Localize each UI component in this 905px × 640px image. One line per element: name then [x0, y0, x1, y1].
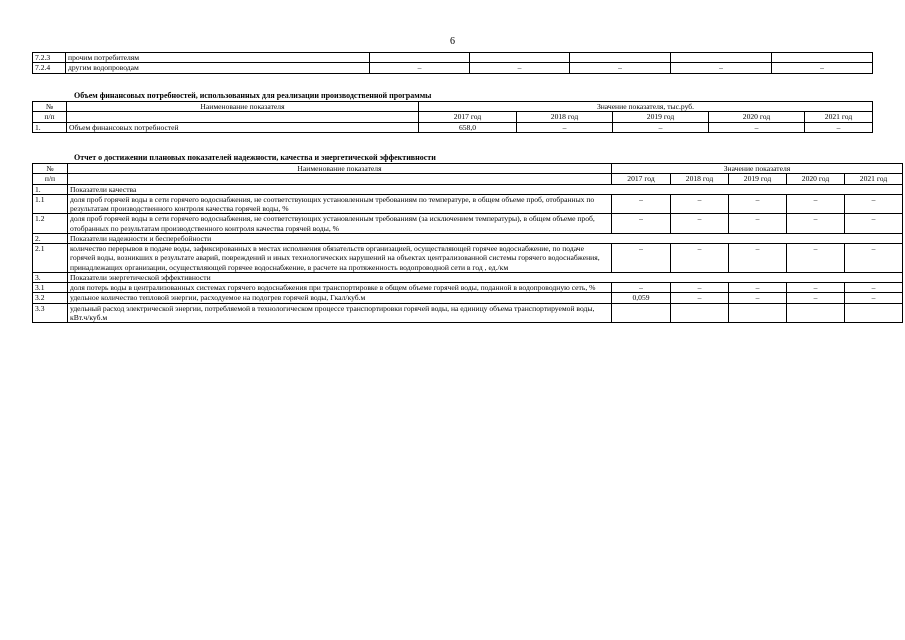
- year-header: 2018 год: [671, 174, 729, 184]
- section-heading-row: [33, 272, 903, 282]
- value-cell: [570, 53, 671, 63]
- section-heading-row: [33, 233, 903, 243]
- value-cell: –: [729, 293, 787, 303]
- table-row: [33, 63, 873, 73]
- row-number: 3.2: [33, 293, 68, 303]
- row-heading: Показатели надежности и бесперебойности: [68, 233, 903, 243]
- value-cell: –: [613, 122, 709, 132]
- financial-section-title: Объем финансовых потребностей, использованных для реализации производственной программы: [74, 91, 432, 100]
- value-cell: [845, 303, 903, 323]
- table-row: [33, 293, 903, 303]
- col-num2-header: п/п: [33, 174, 68, 184]
- value-cell: –: [612, 283, 671, 293]
- value-cell: –: [729, 244, 787, 273]
- value-cell: –: [709, 122, 805, 132]
- col-name-header: Наименование показателя: [68, 164, 612, 174]
- value-cell: –: [612, 214, 671, 234]
- year-header: 2018 год: [517, 112, 613, 122]
- row-label: другим водопроводам: [66, 63, 370, 73]
- row-number: 3.1: [33, 283, 68, 293]
- value-cell: –: [570, 63, 671, 73]
- year-header: 2020 год: [787, 174, 845, 184]
- row-label: доля проб горячей воды в сети горячего водоснабжения, не соответствующих установленным требованиям (за исключением температуры), в общем объеме проб, отобранных по результатам производственного контроля качества горячей воды, %: [68, 214, 612, 234]
- empty-header-cell: [68, 174, 612, 184]
- value-cell: [671, 303, 729, 323]
- col-name-header: Наименование показателя: [67, 102, 419, 112]
- value-cell: –: [729, 214, 787, 234]
- col-num-header: №: [33, 164, 68, 174]
- year-header: 2021 год: [845, 174, 903, 184]
- row-heading: Показатели энергетической эффективности: [68, 272, 903, 282]
- value-cell: –: [671, 293, 729, 303]
- value-cell: –: [671, 63, 772, 73]
- value-cell: [612, 303, 671, 323]
- row-number: 1.1: [33, 194, 68, 214]
- report-table: [32, 163, 903, 323]
- table-row: [33, 303, 903, 323]
- col-value-header: Значение показателя, тыс.руб.: [419, 102, 873, 112]
- col-num2-header: п/п: [33, 112, 67, 122]
- value-cell: –: [787, 214, 845, 234]
- row-number: 7.2.4: [33, 63, 66, 73]
- value-cell: –: [787, 194, 845, 214]
- year-header: 2017 год: [612, 174, 671, 184]
- row-number: 3.3: [33, 303, 68, 323]
- row-label: Объем финансовых потребностей: [67, 122, 419, 132]
- row-number: 1.: [33, 184, 68, 194]
- table-row: [33, 283, 903, 293]
- table-row: [33, 194, 903, 214]
- row-label: удельное количество тепловой энергии, расходуемое на подогрев горячей воды, Гкал/куб.м: [68, 293, 612, 303]
- value-cell: [787, 303, 845, 323]
- value-cell: –: [845, 293, 903, 303]
- year-header: 2019 год: [613, 112, 709, 122]
- value-cell: –: [845, 244, 903, 273]
- table-row: [33, 53, 873, 63]
- row-label: доля потерь воды в централизованных системах горячего водоснабжения при транспортировке в общем объеме горячей воды, поданной в водопроводную сеть, %: [68, 283, 612, 293]
- section-heading-row: [33, 184, 903, 194]
- year-header: 2019 год: [729, 174, 787, 184]
- financial-table: [32, 101, 873, 133]
- table-row: [33, 122, 873, 132]
- value-cell: [772, 53, 873, 63]
- row-number: 2.: [33, 233, 68, 243]
- value-cell: –: [671, 194, 729, 214]
- row-heading: Показатели качества: [68, 184, 903, 194]
- col-value-header: Значение показателя: [612, 164, 903, 174]
- table-row: [33, 244, 903, 273]
- value-cell: [470, 53, 570, 63]
- value-cell: [729, 303, 787, 323]
- value-cell: 658,0: [419, 122, 517, 132]
- report-section-title: Отчет о достижении плановых показателей надежности, качества и энергетической эффективности: [74, 153, 436, 162]
- col-num-header: №: [33, 102, 67, 112]
- value-cell: –: [470, 63, 570, 73]
- page-number: 6: [450, 36, 455, 47]
- value-cell: –: [787, 283, 845, 293]
- row-label: доля проб горячей воды в сети горячего водоснабжения, не соответствующих установленным требованиям по температуре, в общем объеме проб, отобранных по результатам производственного контроля качества горячей воды, %: [68, 194, 612, 214]
- row-label: количество перерывов в подаче воды, зафиксированных в местах исполнения обязательств организацией, осуществляющей горячее водоснабжение, по подаче горячей воды, возникших в результате аварий, повреждений и иных технологических нарушений на объектах централизованной системы горячего водоснабжения, принадлежащих организации, осуществляющей горячее водоснабжение, в расчете на протяженность водопроводной сети в год , ед./км: [68, 244, 612, 273]
- row-number: 7.2.3: [33, 53, 66, 63]
- value-cell: –: [845, 214, 903, 234]
- row-label: прочим потребителям: [66, 53, 370, 63]
- value-cell: [370, 53, 470, 63]
- row-number: 3.: [33, 272, 68, 282]
- value-cell: –: [671, 283, 729, 293]
- value-cell: –: [671, 214, 729, 234]
- value-cell: –: [845, 194, 903, 214]
- value-cell: –: [772, 63, 873, 73]
- year-header: 2021 год: [805, 112, 873, 122]
- value-cell: –: [370, 63, 470, 73]
- value-cell: –: [787, 244, 845, 273]
- value-cell: –: [612, 244, 671, 273]
- value-cell: –: [612, 194, 671, 214]
- year-header: 2020 год: [709, 112, 805, 122]
- value-cell: –: [671, 244, 729, 273]
- value-cell: –: [729, 283, 787, 293]
- value-cell: –: [805, 122, 873, 132]
- value-cell: –: [729, 194, 787, 214]
- consumers-table: [32, 52, 873, 74]
- row-number: 2.1: [33, 244, 68, 273]
- value-cell: –: [845, 283, 903, 293]
- row-number: 1.2: [33, 214, 68, 234]
- value-cell: –: [787, 293, 845, 303]
- row-number: 1.: [33, 122, 67, 132]
- value-cell: [671, 53, 772, 63]
- empty-header-cell: [67, 112, 419, 122]
- table-row: [33, 214, 903, 234]
- value-cell: 0,059: [612, 293, 671, 303]
- year-header: 2017 год: [419, 112, 517, 122]
- value-cell: –: [517, 122, 613, 132]
- row-label: удельный расход электрической энергии, потребляемой в технологическом процессе транспортировки горячей воды, на единицу объема транспортируемой воды, кВт.ч/куб.м: [68, 303, 612, 323]
